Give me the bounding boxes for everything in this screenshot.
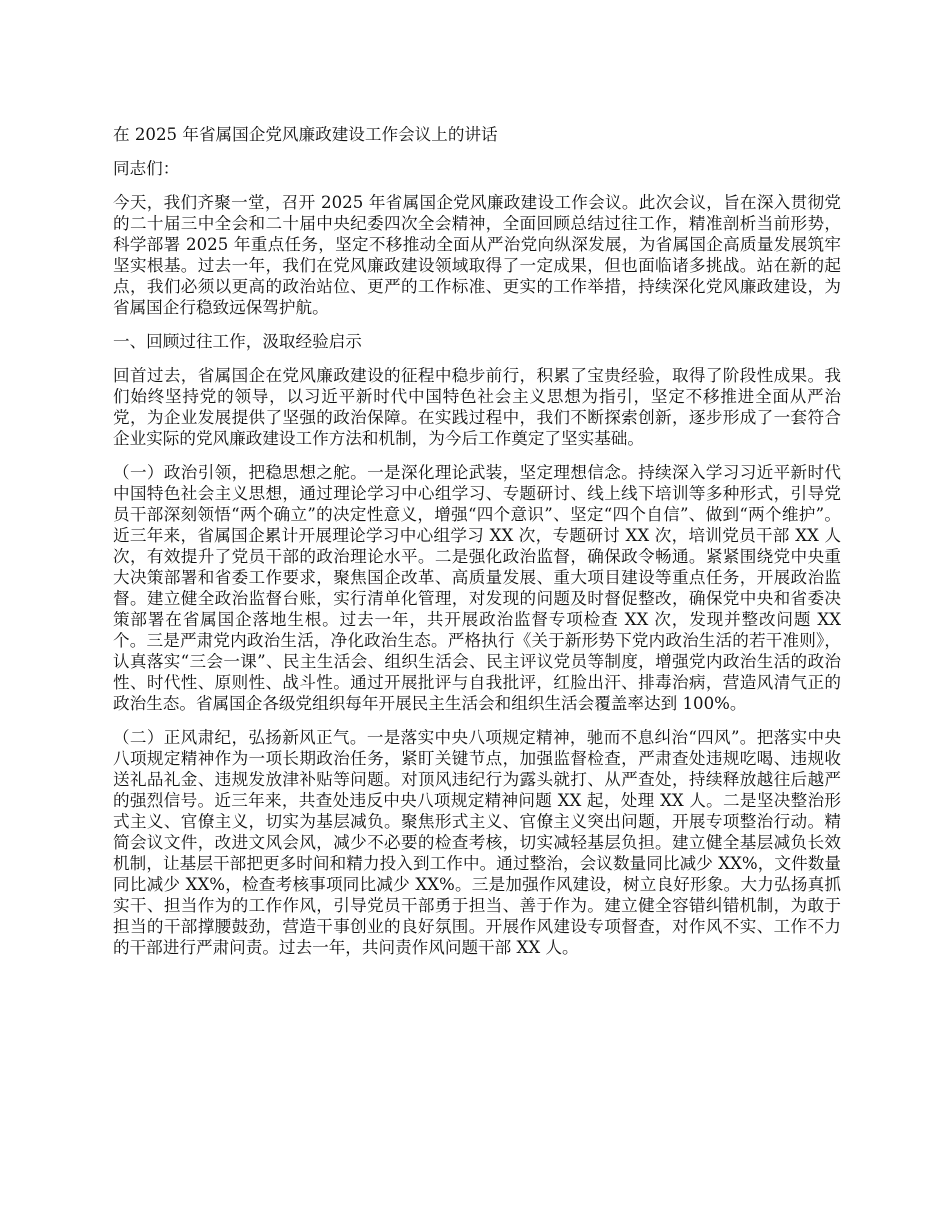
paragraph-review: 回首过去，省属国企在党风廉政建设的征程中稳步前行，积累了宝贵经验，取得了阶段性成果。我们始终坚持党的领导，以习近平新时代中国特色社会主义思想为指引，坚定不移推进全面从严治党，为企业发展提供了坚强的政治保障。在实践过程中，我们不断探索创新，逐步形成了一套符合企业实际的党风廉政建设工作方法和机制，为今后工作奠定了坚实基础。	[113, 366, 841, 448]
paragraph-intro: 今天，我们齐聚一堂，召开 2025 年省属国企党风廉政建设工作会议。此次会议，旨在深入贯彻党的二十届三中全会和二十届中央纪委四次全会精神，全面回顾总结过往工作，精准剖析当前形势，科学部署 2025 年重点任务，坚定不移推动全面从严治党向纵深发展，为省属国企高质量发展筑牢坚实根基。过去一年，我们在党风廉政建设领域取得了一定成果，但也面临诸多挑战。站在新的起点，我们必须以更高的政治站位、更严的工作标准、更实的工作举措，持续深化党风廉政建设，为省属国企行稳致远保驾护航。	[113, 193, 841, 317]
greeting: 同志们：	[113, 159, 180, 178]
section-heading-1: 一、回顾过往工作，汲取经验启示	[113, 332, 362, 351]
document-title: 在 2025 年省属国企党风廉政建设工作会议上的讲话	[113, 125, 498, 144]
paragraph-political-guidance: （一）政治引领，把稳思想之舵。一是深化理论武装，坚定理想信念。持续深入学习习近平新时代中国特色社会主义思想，通过理论学习中心组学习、专题研讨、线上线下培训等多种形式，引导党员干部深刻领悟“两个确立”的决定性意义，增强“四个意识”、坚定“四个自信”、做到“两个维护”。近三年来，省属国企累计开展理论学习中心组学习 XX 次，专题研讨 XX 次，培训党员干部 XX 人次，有效提升了党员干部的政治理论水平。二是强化政治监督，确保政令畅通。紧紧围绕党中央重大决策部署和省委工作要求，聚焦国企改革、高质量发展、重大项目建设等重点任务，开展政治监督。建立健全政治监督台账，实行清单化管理，对发现的问题及时督促整改，确保党中央和省委决策部署在省属国企落地生根。过去一年，共开展政治监督专项检查 XX 次，发现并整改问题 XX 个。三是严肃党内政治生活，净化政治生态。严格执行《关于新形势下党内政治生活的若干准则》，认真落实“三会一课”、民主生活会、组织生活会、民主评议党员等制度，增强党内政治生活的政治性、时代性、原则性、战斗性。通过开展批评与自我批评，红脸出汗、排毒治病，营造风清气正的政治生态。省属国企各级党组织每年开展民主生活会和组织生活会覆盖率达到 100%。	[113, 463, 841, 713]
paragraph-discipline: （二）正风肃纪，弘扬新风正气。一是落实中央八项规定精神，驰而不息纠治“四风”。把落实中央八项规定精神作为一项长期政治任务，紧盯关键节点，加强监督检查，严肃查处违规吃喝、违规收送礼品礼金、违规发放津补贴等问题。对顶风违纪行为露头就打、从严查处，持续释放越往后越严的强烈信号。近三年来，共查处违反中央八项规定精神问题 XX 起，处理 XX 人。二是坚决整治形式主义、官僚主义，切实为基层减负。聚焦形式主义、官僚主义突出问题，开展专项整治行动。精简会议文件，改进文风会风，减少不必要的检查考核，切实减轻基层负担。建立健全基层减负长效机制，让基层干部把更多时间和精力投入到工作中。通过整治，会议数量同比减少 XX%，文件数量同比减少 XX%，检查考核事项同比减少 XX%。三是加强作风建设，树立良好形象。大力弘扬真抓实干、担当作为的工作作风，引导党员干部勇于担当、善于作为。建立健全容错纠错机制，为敢于担当的干部撑腰鼓劲，营造干事创业的良好氛围。开展作风建设专项督查，对作风不实、工作不力的干部进行严肃问责。过去一年，共问责作风问题干部 XX 人。	[113, 728, 841, 957]
document-body	[113, 124, 841, 971]
